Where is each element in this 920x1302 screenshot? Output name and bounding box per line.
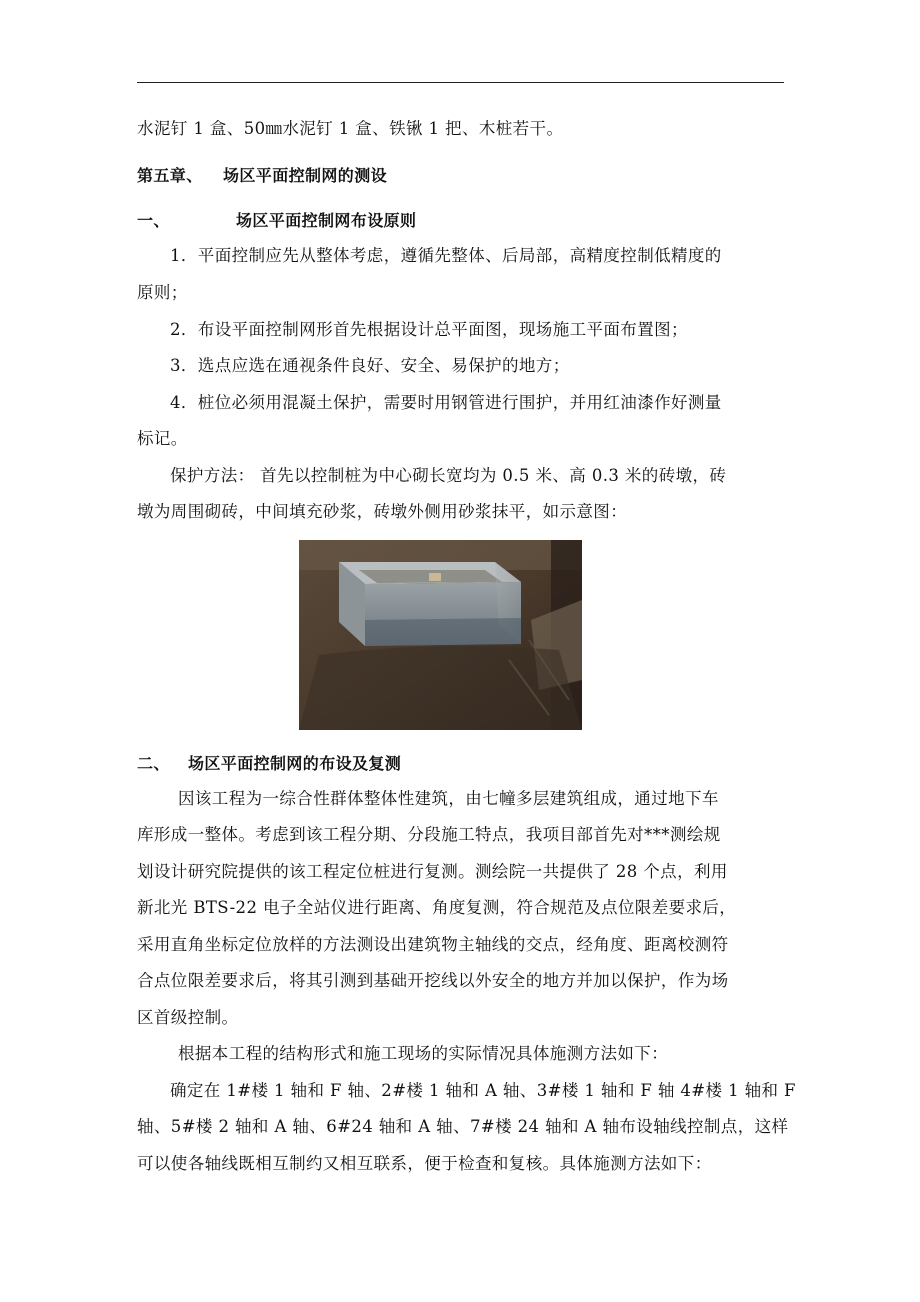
principle-4-line2: 标记。 (137, 429, 188, 448)
chapter-title: 场区平面控制网的测设 (223, 166, 388, 185)
principle-1-line2: 原则； (137, 283, 188, 302)
principle-4-line1: 4．桩位必须用混凝土保护，需要时用钢管进行围护，并用红油漆作好测量 (170, 393, 722, 412)
principle-2: 2．布设平面控制网形首先根据设计总平面图，现场施工平面布置图； (170, 320, 688, 339)
intro-line: 水泥钉 1 盒、50㎜水泥钉 1 盒、铁锹 1 把、木桩若干。 (137, 119, 564, 138)
para2: 根据本工程的结构形式和施工现场的实际情况具体施测方法如下： (178, 1044, 669, 1063)
para1-line1: 因该工程为一综合性群体整体性建筑，由七幢多层建筑组成，通过地下车 (178, 789, 719, 808)
section1-title: 场区平面控制网布设原则 (236, 211, 417, 230)
para3-line1: 确定在 1#楼 1 轴和 F 轴、2#楼 1 轴和 A 轴、3#楼 1 轴和 F 轴 4#楼 1 轴和 F (170, 1081, 796, 1100)
para3-line2: 轴、5#楼 2 轴和 A 轴、6#24 轴和 A 轴、7#楼 24 轴和 A 轴布设轴线控制点，这样 (137, 1117, 789, 1136)
para1-line2: 库形成一整体。考虑到该工程分期、分段施工特点，我项目部首先对***测绘规 (137, 825, 721, 844)
para1-line3: 划设计研究院提供的该工程定位桩进行复测。测绘院一共提供了 28 个点，利用 (137, 862, 728, 881)
principle-3: 3．选点应选在通视条件良好、安全、易保护的地方； (170, 356, 570, 375)
protection-line1: 保护方法： 首先以控制桩为中心砌长宽均为 0.5 米、高 0.3 米的砖墩，砖 (170, 466, 727, 485)
section2-title: 场区平面控制网的布设及复测 (188, 754, 402, 773)
brick-pier-illustration (299, 540, 582, 730)
section2-number: 二、 (137, 754, 170, 773)
para1-line6: 合点位限差要求后，将其引测到基础开挖线以外安全的地方并加以保护，作为场 (137, 971, 729, 990)
para3-line3: 可以使各轴线既相互制约又相互联系，便于检查和复核。具体施测方法如下： (137, 1154, 712, 1173)
para1-line7: 区首级控制。 (137, 1008, 239, 1027)
para1-line4: 新北光 BTS-22 电子全站仪进行距离、角度复测，符合规范及点位限差要求后， (137, 898, 737, 917)
principle-1-line1: 1．平面控制应先从整体考虑，遵循先整体、后局部，高精度控制低精度的 (170, 246, 722, 265)
para1-line5: 采用直角坐标定位放样的方法测设出建筑物主轴线的交点，经角度、距离校测符 (137, 935, 729, 954)
section1-number: 一、 (137, 211, 170, 230)
protection-line2: 墩为周围砌砖，中间填充砂浆，砖墩外侧用砂浆抹平，如示意图： (137, 502, 628, 521)
chapter-number: 第五章、 (137, 166, 203, 185)
header-rule (137, 82, 784, 83)
brick-pier-photo (299, 540, 582, 730)
